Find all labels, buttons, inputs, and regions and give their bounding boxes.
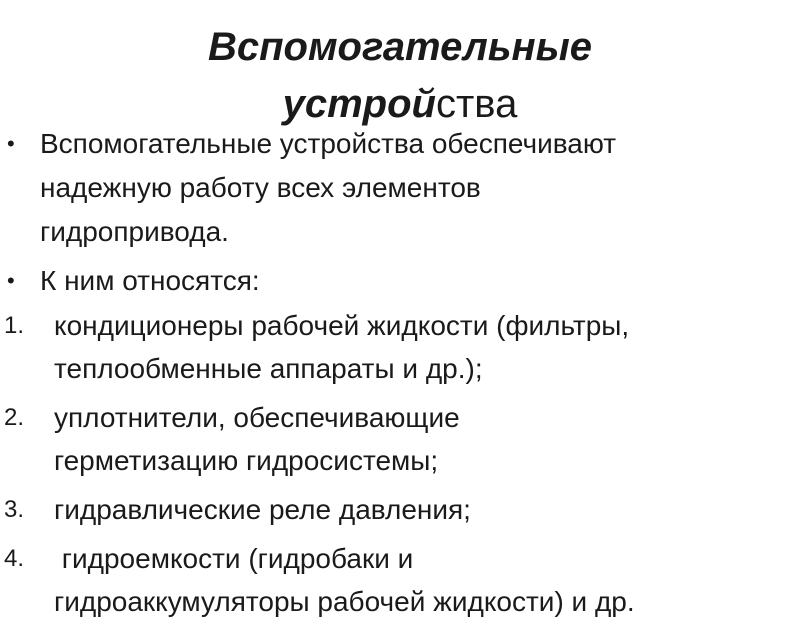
numbered-text-line: герметизацию гидросистемы; — [54, 445, 439, 476]
bullet-item — [0, 259, 800, 303]
item-number: 3. — [4, 496, 25, 523]
bullet-text-line: Вспомогательные устройства обеспечивают — [40, 128, 617, 159]
item-number: 2. — [4, 404, 25, 431]
item-number: 4. — [4, 545, 25, 572]
bullet-text-line: надежную работу всех элементов — [40, 172, 481, 203]
bullet-item — [0, 122, 800, 254]
slide-title-line-1 — [0, 22, 800, 72]
bullet-text-line: гидропривода. — [40, 216, 229, 247]
bullet-marker: • — [7, 268, 15, 293]
numbered-item — [0, 304, 800, 390]
title-text-2-emphasis: устрой — [282, 82, 436, 126]
bullet-marker: • — [7, 131, 15, 156]
title-text-2-rest: ства — [435, 82, 518, 126]
numbered-text-line: гидравлические реле давления; — [54, 494, 471, 525]
numbered-text-line: гидроаккумуляторы рабочей жидкости) и др. — [54, 586, 635, 617]
numbered-item — [0, 537, 800, 623]
numbered-item — [0, 488, 800, 531]
numbered-text-line: кондиционеры рабочей жидкости (фильтры, — [54, 310, 630, 341]
numbered-text-line: теплообменные аппараты и др.); — [54, 353, 483, 384]
title-text-1: Вспомогательные — [207, 25, 593, 69]
numbered-text-line: гидроемкости (гидробаки и — [54, 543, 414, 574]
numbered-text-line: уплотнители, обеспечивающие — [54, 402, 460, 433]
numbered-item — [0, 396, 800, 482]
bullet-list — [0, 122, 800, 308]
numbered-list — [0, 304, 800, 629]
item-number: 1. — [4, 312, 25, 339]
bullet-text-line: К ним относятся: — [40, 265, 260, 296]
